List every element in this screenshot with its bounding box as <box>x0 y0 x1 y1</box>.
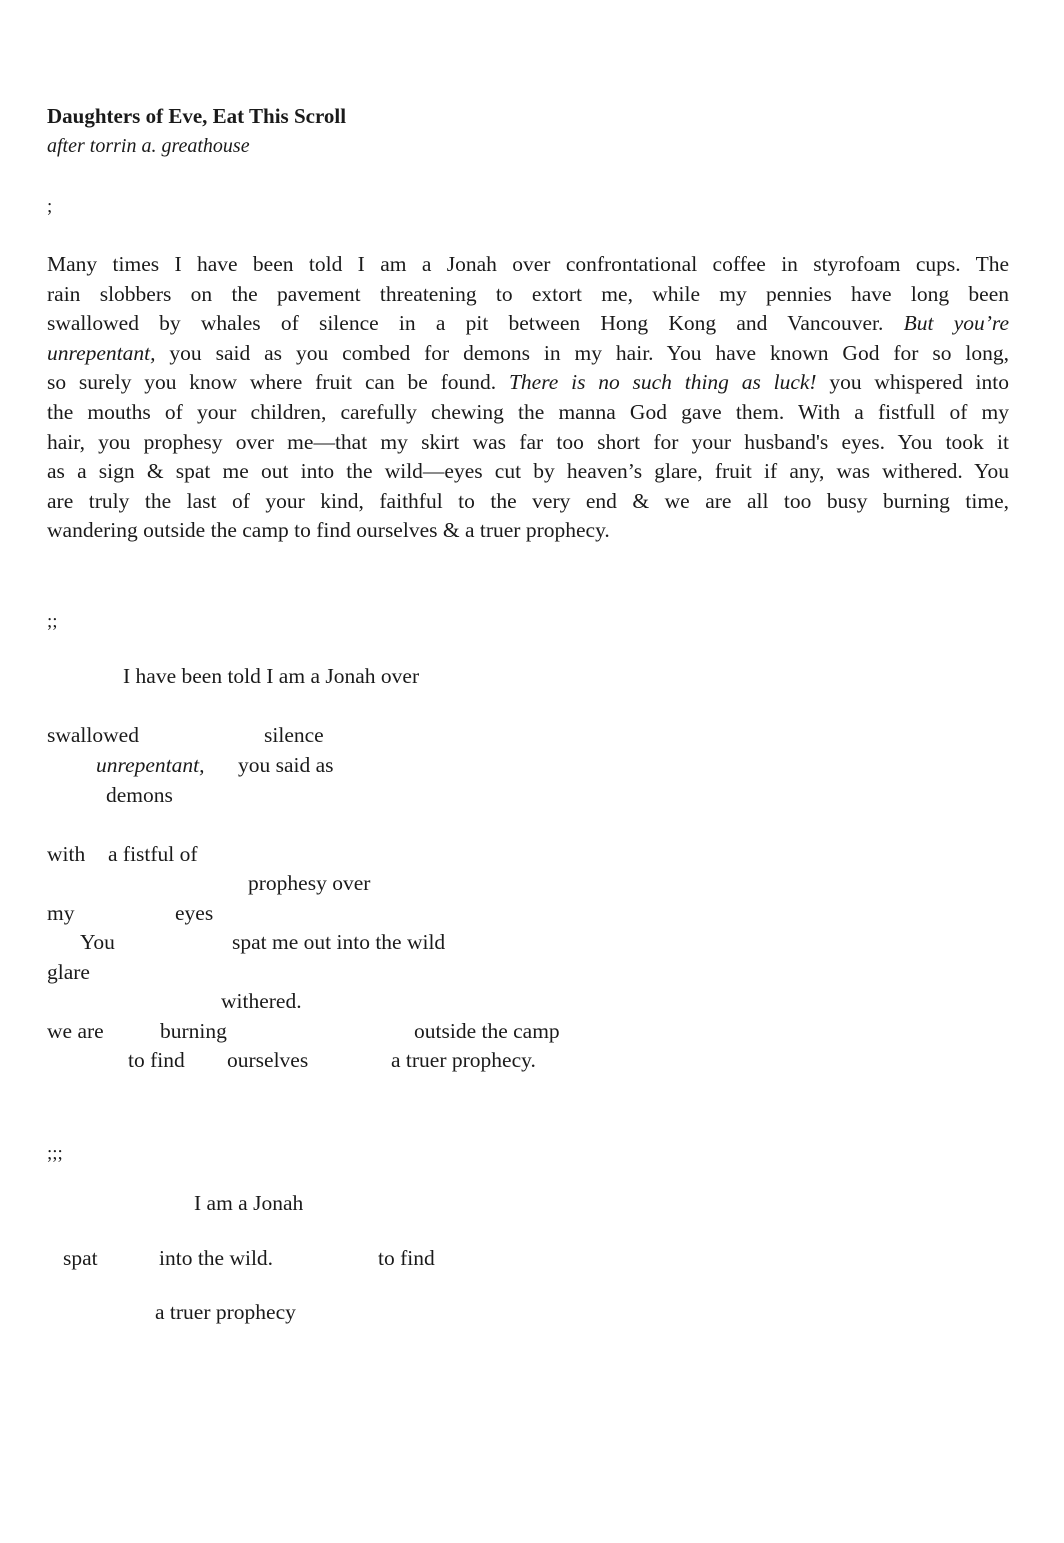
erasure-fragment: you said as <box>238 753 334 777</box>
section-mark-1: ; <box>47 196 53 217</box>
section-mark-3: ;;; <box>47 1143 63 1164</box>
prose-paragraph <box>47 250 1009 546</box>
erasure-fragment: to find <box>128 1048 185 1072</box>
erasure-fragment: burning <box>160 1019 227 1043</box>
erasure-fragment: spat <box>63 1246 98 1270</box>
erasure-fragment: a fistful of <box>108 842 198 866</box>
erasure-fragment: glare <box>47 960 90 984</box>
section-mark-2: ;; <box>47 611 58 632</box>
erasure-fragment: with <box>47 842 86 866</box>
erasure-fragment: ourselves <box>227 1048 309 1072</box>
erasure-fragment: I am a Jonah <box>194 1191 304 1215</box>
page-subtitle: after torrin a. greathouse <box>47 135 250 157</box>
prose-line: rain slobbers on the pavement threatening to extort me, while my pennies have long been <box>47 281 1009 306</box>
erasure-fragment: to find <box>378 1246 435 1270</box>
prose-line <box>47 309 1009 339</box>
prose-italic: unrepentant, <box>47 340 156 365</box>
prose-fragment: you said as you combed for demons in my hair. You have known God for so long, <box>169 340 1009 365</box>
prose-fragment: swallowed by whales of silence in a pit between Hong Kong and Vancouver. <box>47 311 884 336</box>
prose-fragment: so surely you know where fruit can be found. <box>47 370 497 395</box>
erasure-fragment: unrepentant, <box>96 753 205 777</box>
prose-line: the mouths of your children, carefully chewing the manna God gave them. With a fistfull of my <box>47 399 1009 424</box>
erasure-fragment: I have been told I am a Jonah over <box>123 664 420 688</box>
prose-line <box>47 339 1009 369</box>
prose-line: Many times I have been told I am a Jonah over confrontational coffee in styrofoam cups. The <box>47 252 1009 276</box>
prose-line <box>47 368 1009 398</box>
prose-italic: But you’re <box>903 311 1010 336</box>
prose-line: as a sign & spat me out into the wild—eyes cut by heaven’s glare, fruit if any, was withered. You <box>47 459 1009 484</box>
erasure-fragment: silence <box>264 723 324 747</box>
erasure-fragment: into the wild. <box>159 1246 274 1270</box>
prose-fragment: you whispered into <box>829 370 1010 395</box>
erasure-fragment: withered. <box>221 989 302 1013</box>
erasure-fragment: my <box>47 901 75 925</box>
erasure-fragment: prophesy over <box>248 871 371 895</box>
erasure-fragment: a truer prophecy <box>155 1300 296 1324</box>
erasure-fragment: swallowed <box>47 723 139 747</box>
erasure-fragment: You <box>80 930 115 954</box>
prose-line: wandering outside the camp to find ourselves & a truer prophecy. <box>47 518 610 543</box>
erasure-fragment: eyes <box>175 901 214 925</box>
erasure-fragment: a truer prophecy. <box>391 1048 536 1072</box>
page-title: Daughters of Eve, Eat This Scroll <box>47 104 347 128</box>
prose-line: hair, you prophesy over me—that my skirt was far too short for your husband's eyes. You took it <box>47 429 1009 454</box>
erasure-fragment: we are <box>47 1019 104 1043</box>
erasure-fragment: outside the camp <box>414 1019 560 1043</box>
prose-line: are truly the last of your kind, faithful to the very end & we are all too busy burning time, <box>47 488 1009 513</box>
prose-italic: There is no such thing as luck! <box>508 370 817 395</box>
erasure-fragment: demons <box>106 783 173 807</box>
erasure-fragment: spat me out into the wild <box>232 930 446 954</box>
